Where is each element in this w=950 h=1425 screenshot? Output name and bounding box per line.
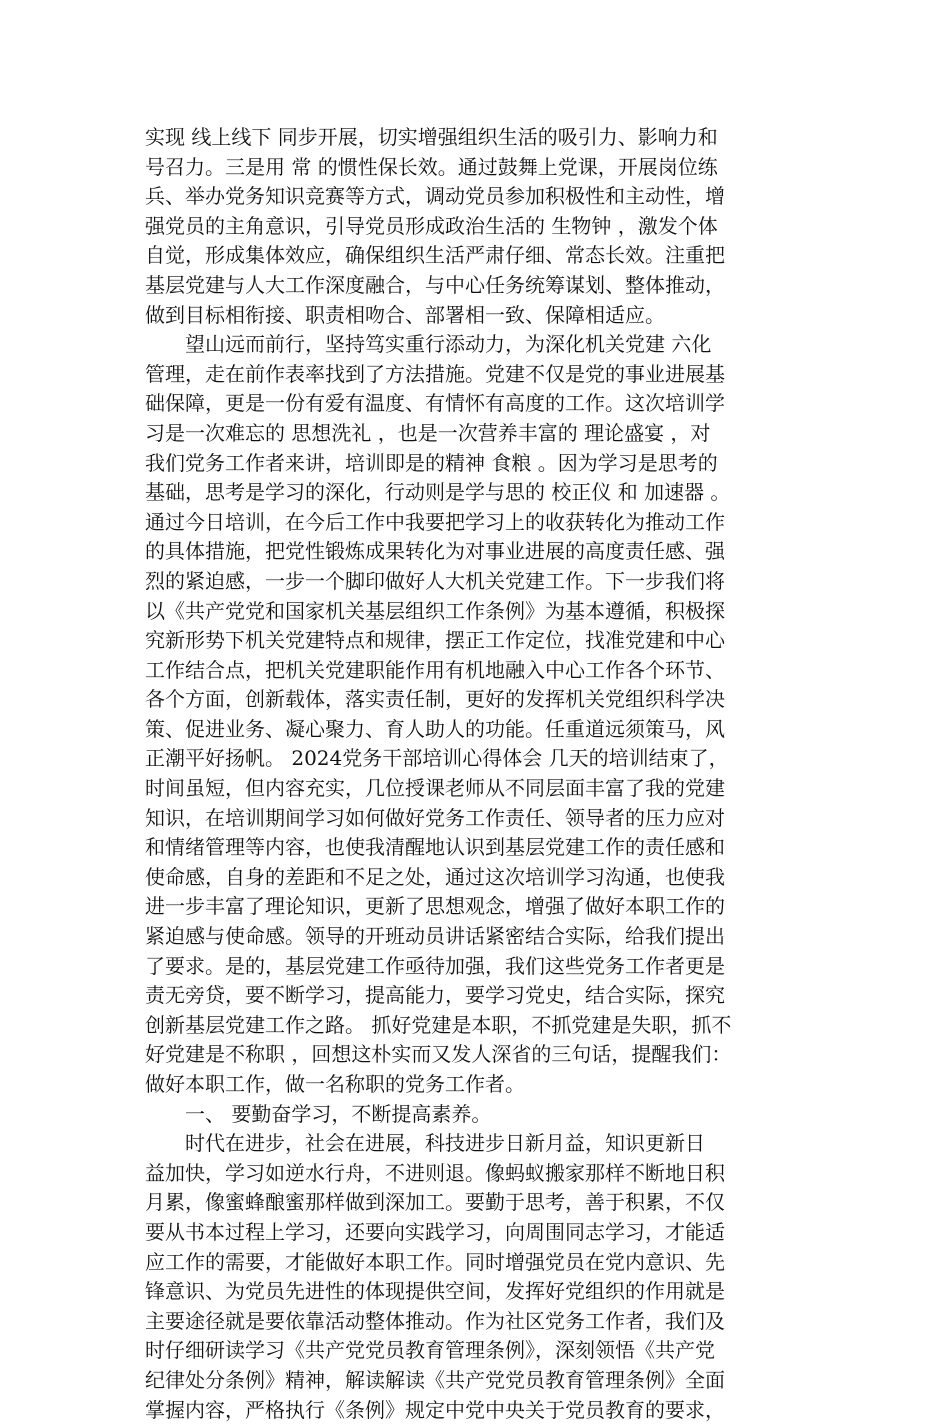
text-line: 究新形势下机关党建特点和规律，摆正工作定位，找准党建和中心 bbox=[145, 628, 725, 653]
text-line: 自觉，形成集体效应，确保组织生活严肃仔细、常态长效。注重把 bbox=[145, 243, 725, 268]
text-line: 进一步丰富了理论知识，更新了思想观念，增强了做好本职工作的 bbox=[145, 894, 725, 919]
text-line: 时间虽短，但内容充实，几位授课老师从不同层面丰富了我的党建 bbox=[145, 776, 725, 801]
text-line: 基础，思考是学习的深化，行动则是学与思的 校正仪 和 加速器 。 bbox=[145, 480, 731, 505]
text-line: 号召力。三是用 常 的惯性保长效。通过鼓舞上党课，开展岗位练 bbox=[145, 154, 718, 179]
text-line: 和情绪管理等内容，也使我清醒地认识到基层党建工作的责任感和 bbox=[145, 835, 725, 860]
text-line: 了要求。是的，基层党建工作亟待加强，我们这些党务工作者更是 bbox=[145, 953, 725, 978]
text-line: 做到目标相衔接、职责相吻合、部署相一致、保障相适应。 bbox=[145, 302, 665, 327]
text-line: 要从书本过程上学习，还要向实践学习，向周围同志学习，才能适 bbox=[145, 1219, 725, 1244]
text-line: 管理，走在前作表率找到了方法措施。党建不仅是党的事业进展基 bbox=[145, 361, 725, 386]
text-line: 责无旁贷，要不断学习，提高能力，要学习党史，结合实际，探究 bbox=[145, 983, 725, 1008]
text-line: 锋意识、为党员先进性的体现提供空间，发挥好党组织的作用就是 bbox=[145, 1279, 725, 1304]
text-line: 正潮平好扬帆。 2024党务干部培训心得体会 几天的培训结束了， bbox=[145, 746, 729, 771]
body-text bbox=[145, 123, 805, 1425]
text-line: 做好本职工作，做一名称职的党务工作者。 bbox=[145, 1072, 525, 1096]
text-line: 基层党建与人大工作深度融合，与中心任务统筹谋划、整体推动， bbox=[145, 272, 725, 297]
text-line: 应工作的需要，才能做好本职工作。同时增强党员在党内意识、先 bbox=[145, 1249, 725, 1274]
text-line: 使命感，自身的差距和不足之处，通过这次培训学习沟通，也使我 bbox=[145, 864, 725, 889]
text-line: 础保障，更是一份有爱有温度、有情怀有高度的工作。这次培训学 bbox=[145, 391, 725, 416]
text-line: 烈的紧迫感，一步一个脚印做好人大机关党建工作。下一步我们将 bbox=[145, 568, 725, 593]
text-line: 主要途径就是要依靠活动整体推动。作为社区党务工作者，我们及 bbox=[145, 1308, 725, 1333]
text-line: 习是一次难忘的 思想洗礼 ，也是一次营养丰富的 理论盛宴 ，对 bbox=[145, 420, 711, 445]
text-line: 实现 线上线下 同步开展，切实增强组织生活的吸引力、影响力和 bbox=[145, 125, 718, 149]
text-line: 掌握内容，严格执行《条例》规定中党中央关于党员教育的要求， bbox=[145, 1397, 725, 1422]
text-line: 强党员的主角意识，引导党员形成政治生活的 生物钟 ，激发个体 bbox=[145, 213, 718, 238]
text-line: 纪律处分条例》精神，解读解读《共产党党员教育管理条例》全面 bbox=[145, 1367, 725, 1392]
text-line: 通过今日培训，在今后工作中我要把学习上的收获转化为推动工作 bbox=[145, 509, 725, 534]
text-line: 兵、举办党务知识竞赛等方式，调动党员参加积极性和主动性，增 bbox=[145, 184, 725, 209]
text-line: 紧迫感与使命感。领导的开班动员讲话紧密结合实际，给我们提出 bbox=[145, 924, 725, 949]
section-heading: 一、 要勤奋学习，不断提高素养。 bbox=[145, 1101, 492, 1126]
text-line: 创新基层党建工作之路。 抓好党建是本职，不抓党建是失职，抓不 bbox=[145, 1012, 732, 1037]
text-line: 时仔细研读学习《共产党党员教育管理条例》，深刻领悟《共产党 bbox=[145, 1338, 715, 1363]
text-line: 月累，像蜜蜂酿蜜那样做到深加工。要勤于思考，善于积累，不仅 bbox=[145, 1190, 725, 1215]
text-line: 工作结合点，把机关党建职能作用有机地融入中心工作各个环节、 bbox=[145, 657, 725, 682]
text-line: 知识，在培训期间学习如何做好党务工作责任、领导者的压力应对 bbox=[145, 805, 725, 830]
text-line: 时代在进步，社会在进展，科技进步日新月益，知识更新日 bbox=[145, 1131, 705, 1156]
text-line: 策、促进业务、凝心聚力、育人助人的功能。任重道远须策马，风 bbox=[145, 716, 725, 741]
text-line: 的具体措施，把党性锻炼成果转化为对事业进展的高度责任感、强 bbox=[145, 539, 725, 564]
text-line: 好党建是不称职 ，回想这朴实而又发人深省的三句话，提醒我们： bbox=[145, 1042, 732, 1067]
text-line: 各个方面，创新载体，落实责任制，更好的发挥机关党组织科学决 bbox=[145, 687, 725, 712]
text-line: 望山远而前行，坚持笃实重行添动力，为深化机关党建 六化 bbox=[145, 332, 712, 357]
text-line: 以《共产党党和国家机关基层组织工作条例》为基本遵循，积极探 bbox=[145, 598, 725, 623]
text-line: 我们党务工作者来讲，培训即是的精神 食粮 。因为学习是思考的 bbox=[145, 450, 718, 475]
text-line: 益加快，学习如逆水行舟，不进则退。像蚂蚁搬家那样不断地日积 bbox=[145, 1160, 725, 1185]
